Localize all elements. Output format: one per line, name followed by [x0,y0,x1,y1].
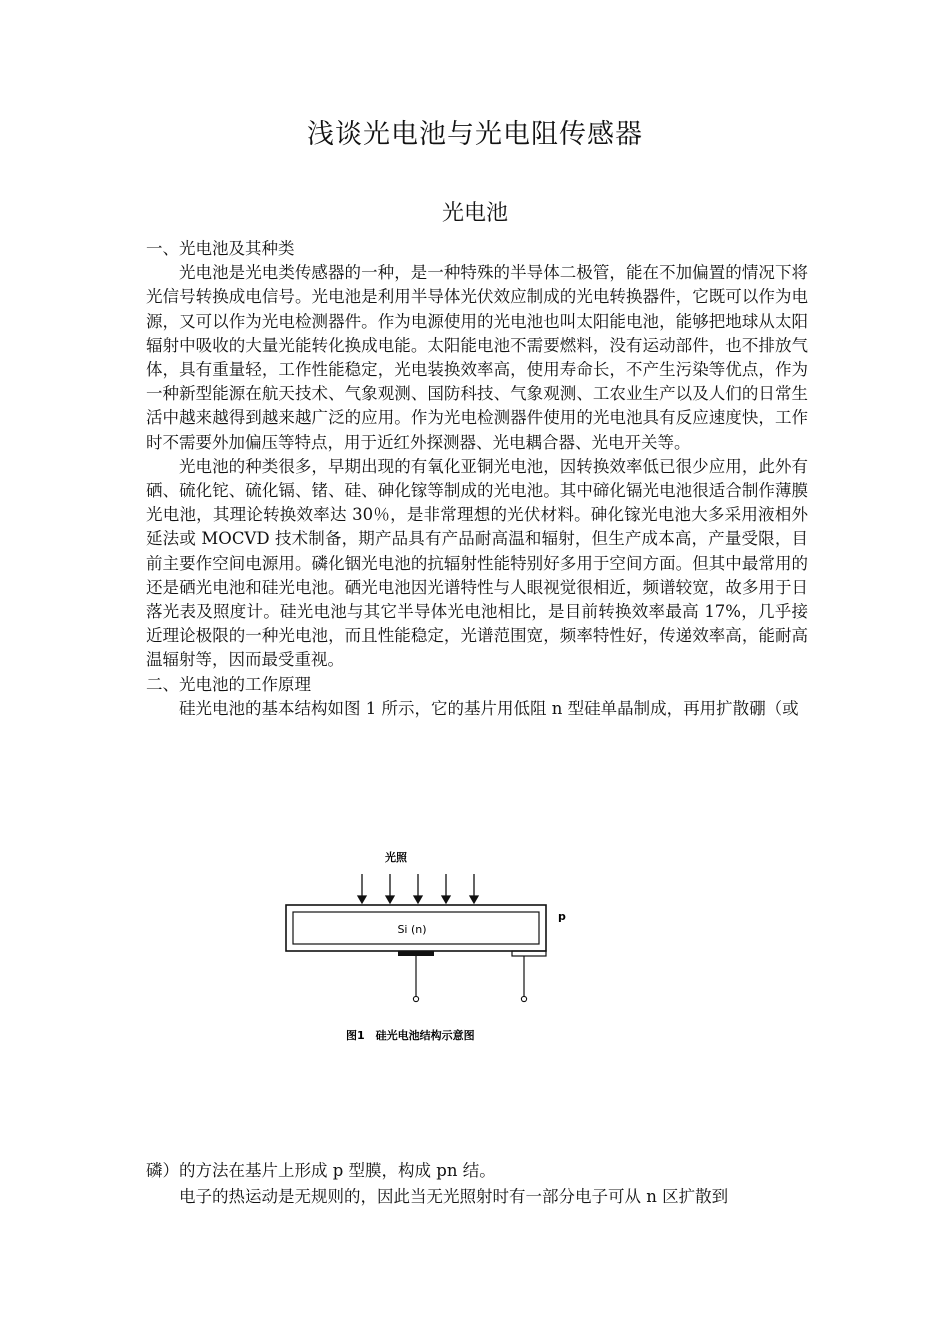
document-title: 浅谈光电池与光电阻传感器 [307,119,643,150]
heading-1: 一、光电池及其种类 [146,239,295,258]
paragraph-4: 磷）的方法在基片上形成 p 型膜，构成 pn 结。 [146,1161,496,1180]
heading-2: 二、光电池的工作原理 [146,674,311,694]
p-label: p [558,910,566,923]
paragraph-5: 电子的热运动是无规则的，因此当无光照射时有一部分电子可从 n 区扩散到 [179,1187,729,1206]
body-text-continued [146,1158,808,1210]
paragraph-1: 光电池是光电类传感器的一种，是一种特殊的半导体二极管，能在不加偏置的情况下将光信号转换成电信号。光电池是利用半导体光伏效应制成的光电转换器件，它既可以作为电源，又可以作为光电检测器件。作为电源使用的光电池也叫太阳能电池，能够把地球从太阳辐射中吸收的大量光能转化换成电能。太阳能电池不需要燃料，没有运动部件，也不排放气体，具有重量轻，工作性能稳定，光电装换效率高，使用寿命长，不产生污染等优点，作为一种新型能源在航天技术、气象观测、国防科技、气象观测、工农业生产以及人们的日常生活中越来越得到越来越广泛的应用。作为光电检测器件使用的光电池具有反应速度快，工作时不需要外加偏压等特点，用于近红外探测器、光电耦合器、光电开关等。 [146,263,808,452]
light-arrows [358,874,478,903]
body-text [146,237,808,721]
light-label: 光照 [385,851,407,864]
paragraph-3: 硅光电池的基本结构如图 1 所示，它的基片用低阻 n 型硅单晶制成，再用扩散硼（或 [179,698,799,718]
paragraph-2: 光电池的种类很多，早期出现的有氧化亚铜光电池，因转换效率低已很少应用，此外有硒、硫化铊、硫化镉、锗、硅、砷化镓等制成的光电池。其中碲化镉光电池很适合制作薄膜光电池，其理论转换效率达 30％，是非常理想的光伏材料。砷化镓光电池大多采用液相外延法或 MOCVD 技术制备，期产品具有产品耐高温和辐射，但生产成本高，产量受限，目前主要作空间电源用。磷化铟光电池的抗辐射性能特别好多用于空间方面。但其中最常用的还是硒光电池和硅光电池。硒光电池因光谱特性与人眼视觉很相近，频谱较宽，故多用于日落光表及照度计。硅光电池与其它半导体光电池相比，是目前转换效率最高 17%，几乎接近理论极限的一种光电池，而且性能稳定，光谱范围宽，频率特性好，传递效率高，能耐高温辐射等，因而最受重视。 [146,456,808,670]
section-title: 光电池 [441,201,508,226]
silicon-cell-diagram [280,846,580,1046]
figure-caption: 图1 硅光电池结构示意图 [346,1029,475,1042]
figure-1 [280,846,580,1046]
n-electrode [398,951,434,956]
p-terminal [521,996,526,1001]
substrate-label: Si (n) [397,923,427,936]
n-terminal [413,996,418,1001]
